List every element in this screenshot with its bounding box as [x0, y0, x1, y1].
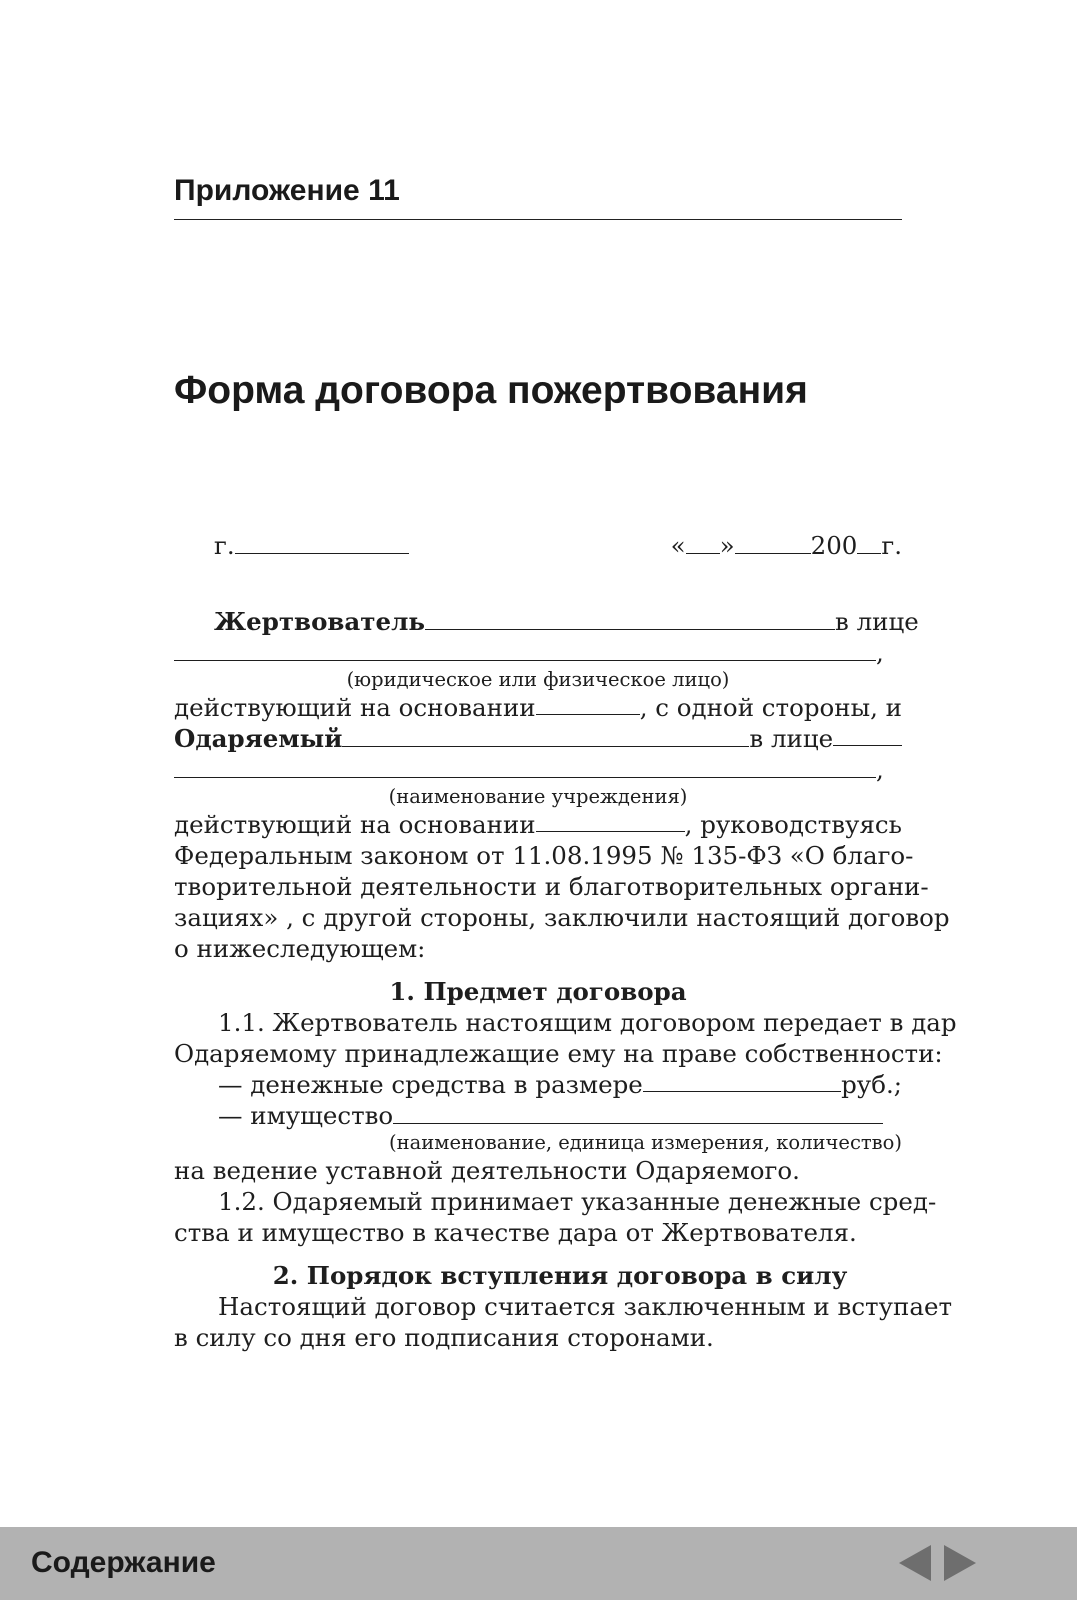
city-field — [214, 530, 409, 561]
donor-basis-blank — [536, 692, 640, 715]
donee-in-person: в лице — [749, 724, 834, 753]
acting-on-basis: действующий на основании — [174, 693, 536, 722]
prev-page-button[interactable] — [895, 1543, 935, 1583]
guided-by-text: , руководствуясь — [684, 810, 902, 839]
property-caption: (наименование, единица измерения, количество) — [389, 1131, 902, 1154]
property-blank — [393, 1101, 883, 1124]
purpose-line: на ведение уставной деятельности Одаряемого. — [174, 1156, 800, 1185]
header-rule — [174, 219, 902, 220]
property-label: — имущество — [218, 1101, 394, 1130]
para-line: зациях» , с другой стороны, заключили настоящий договор — [174, 903, 950, 932]
month-blank — [735, 531, 811, 554]
section-2-heading: 2. Порядок вступления договора в силу — [272, 1261, 848, 1290]
money-label: — денежные средства в размере — [218, 1070, 643, 1099]
para-line: творительной деятельности и благотворительных органи- — [174, 872, 929, 901]
section-1-para-line: Одаряемому принадлежащие ему на праве собственности: — [174, 1039, 943, 1068]
comma: , — [876, 638, 884, 667]
date-field — [671, 530, 902, 561]
donor-rep-line — [174, 637, 902, 668]
city-blank — [235, 531, 409, 554]
section-2-line: в силу со дня его подписания сторонами. — [174, 1323, 714, 1352]
one-side-text: , с одной стороны, и — [639, 693, 902, 722]
date-close-quote: » — [719, 531, 735, 560]
para-line: Федеральным законом от 11.08.1995 № 135-ФЗ «О благо- — [174, 841, 914, 870]
section-1-2-line: 1.2. Одаряемый принимает указанные денежные сред- — [218, 1187, 937, 1216]
property-line — [174, 1100, 902, 1131]
appendix-label: Приложение 11 — [174, 174, 400, 207]
section-1-para-line: 1.1. Жертвователь настоящим договором передает в дар — [218, 1008, 957, 1037]
triangle-left-icon — [895, 1543, 935, 1583]
toc-link[interactable]: Содержание — [31, 1546, 216, 1579]
donor-blank — [425, 607, 835, 630]
footer-nav-bar — [0, 1527, 1077, 1600]
donor-label: Жертвователь — [214, 607, 425, 636]
city-prefix: г. — [214, 531, 235, 560]
donor-rep-blank — [174, 638, 876, 661]
donee-basis-blank — [536, 809, 685, 832]
donee-label: Одаряемый — [174, 724, 343, 753]
year-blank — [857, 531, 881, 554]
section-1-heading: 1. Предмет договора — [389, 977, 687, 1006]
donee-line — [174, 723, 902, 754]
money-blank — [643, 1069, 841, 1092]
section-2-line: Настоящий договор считается заключенным и вступает — [218, 1292, 953, 1321]
day-blank — [686, 531, 720, 554]
donor-basis-line — [174, 692, 902, 723]
donee-blank — [342, 724, 749, 747]
money-unit: руб.; — [841, 1070, 902, 1099]
donee-basis-line — [174, 809, 902, 840]
donee-rep-blank — [174, 755, 876, 778]
comma: , — [876, 755, 884, 784]
year-suffix: г. — [881, 531, 902, 560]
donor-caption: (юридическое или физическое лицо) — [346, 668, 730, 691]
donee-caption: (наименование учреждения) — [388, 785, 688, 808]
para-line: о нижеследующем: — [174, 934, 426, 963]
donor-line — [174, 606, 919, 637]
contract-body — [174, 530, 957, 1353]
donee-rep-line — [174, 754, 902, 785]
donee-rep-blank-short — [833, 723, 902, 746]
triangle-right-icon — [940, 1543, 980, 1583]
next-page-button[interactable] — [940, 1543, 980, 1583]
section-1-2-line: ства и имущество в качестве дара от Жертвователя. — [174, 1218, 857, 1247]
city-date-line — [174, 530, 902, 561]
donor-in-person: в лице — [834, 607, 919, 636]
page-title: Форма договора пожертвования — [174, 369, 808, 412]
year-prefix: 200 — [810, 531, 858, 560]
acting-on-basis: действующий на основании — [174, 810, 536, 839]
date-open-quote: « — [670, 531, 686, 560]
money-line — [174, 1069, 902, 1100]
